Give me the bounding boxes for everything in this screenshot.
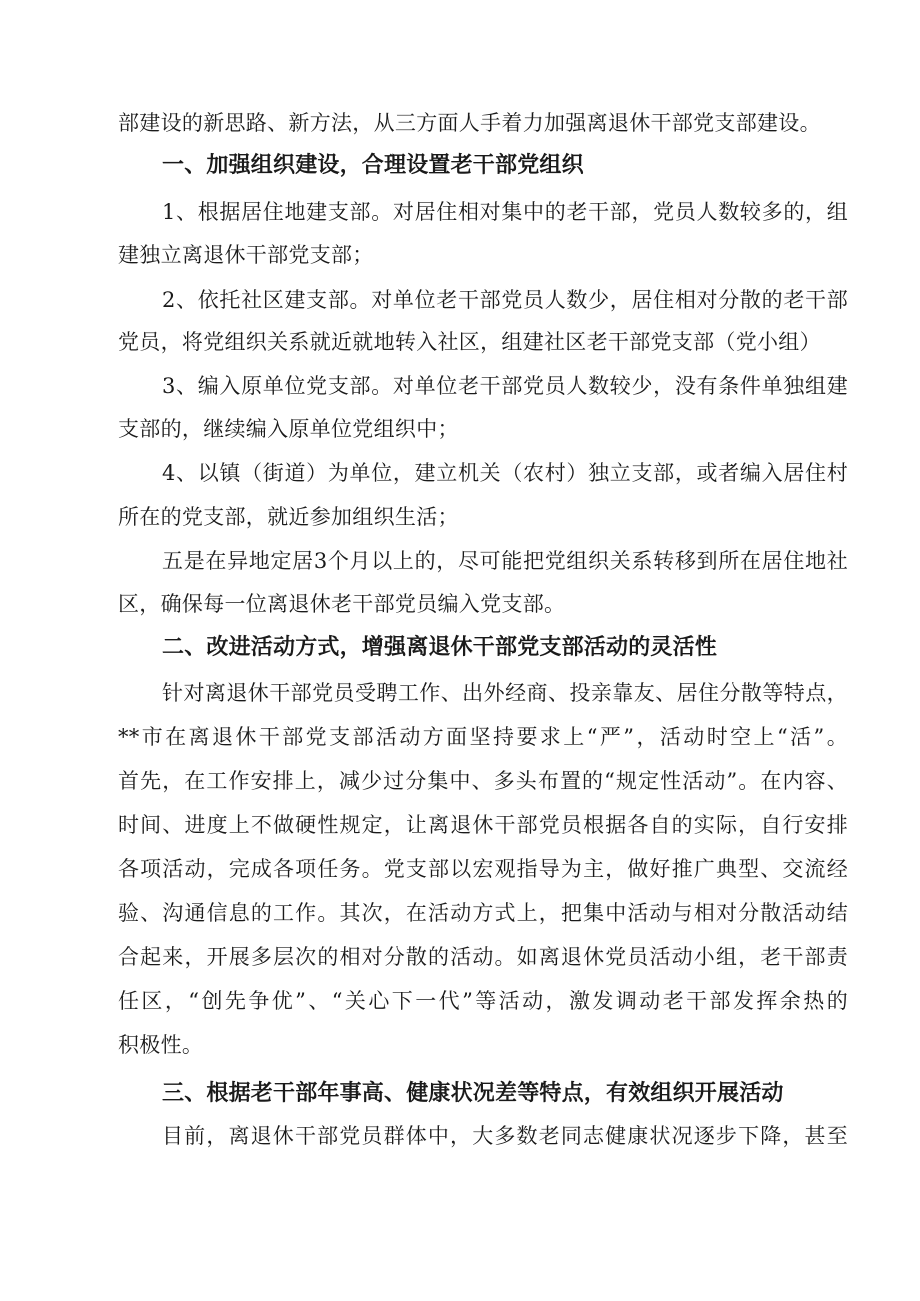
paragraph-line: 验、沟通信息的工作。其次，在活动方式上，把集中活动与相对分散活动结 bbox=[118, 901, 848, 925]
paragraph-line: 任区，“创先争优”、“关心下一代”等活动，激发调动老干部发挥余热的 bbox=[118, 989, 848, 1013]
paragraph-line: 党员，将党组织关系就近就地转入社区，组建社区老干部党支部（党小组） bbox=[118, 330, 821, 354]
paragraph-line: 各项活动，完成各项任务。党支部以宏观指导为主，做好推广典型、交流经 bbox=[118, 857, 848, 881]
paragraph-line: 建独立离退休干部党支部； bbox=[118, 243, 374, 267]
paragraph-line: 所在的党支部，就近参加组织生活； bbox=[118, 505, 459, 529]
paragraph-line: 合起来，开展多层次的相对分散的活动。如离退休党员活动小组，老干部责 bbox=[118, 945, 848, 969]
section-heading-2: 二、改进活动方式，增强离退休干部党支部活动的灵活性 bbox=[162, 635, 718, 660]
section-heading-1: 一、加强组织建设，合理设置老干部党组织 bbox=[162, 153, 584, 178]
paragraph-line: 支部的，继续编入原单位党组织中； bbox=[118, 417, 459, 441]
paragraph-line: 2、依托社区建支部。对单位老干部党员人数少，居住相对分散的老干部 bbox=[162, 288, 848, 312]
paragraph-line: 1、根据居住地建支部。对居住相对集中的老干部，党员人数较多的，组 bbox=[162, 200, 848, 224]
paragraph-line: **市在离退休干部党支部活动方面坚持要求上“严”，活动时空上“活”。 bbox=[118, 725, 848, 749]
paragraph-line: 五是在异地定居3个月以上的，尽可能把党组织关系转移到所在居住地社 bbox=[162, 549, 848, 573]
paragraph-line: 首先，在工作安排上，减少过分集中、多头布置的“规定性活动”。在内容、 bbox=[118, 769, 848, 793]
paragraph-line: 4、以镇（街道）为单位，建立机关（农村）独立支部，或者编入居住村 bbox=[162, 461, 848, 485]
paragraph-line: 积极性。 bbox=[118, 1033, 204, 1057]
section-heading-3: 三、根据老干部年事高、健康状况差等特点，有效组织开展活动 bbox=[162, 1081, 784, 1106]
paragraph-line: 部建设的新思路、新方法，从三方面人手着力加强离退休干部党支部建设。 bbox=[118, 111, 821, 135]
paragraph-line: 区，确保每一位离退休老干部党员编入党支部。 bbox=[118, 592, 566, 616]
paragraph-line: 时间、进度上不做硬性规定，让离退休干部党员根据各自的实际，自行安排 bbox=[118, 813, 848, 837]
paragraph-line: 3、编入原单位党支部。对单位老干部党员人数较少，没有条件单独组建 bbox=[162, 374, 848, 398]
paragraph-line: 针对离退休干部党员受聘工作、出外经商、投亲靠友、居住分散等特点， bbox=[162, 681, 848, 705]
paragraph-line: 目前，离退休干部党员群体中，大多数老同志健康状况逐步下降，甚至 bbox=[162, 1124, 848, 1148]
